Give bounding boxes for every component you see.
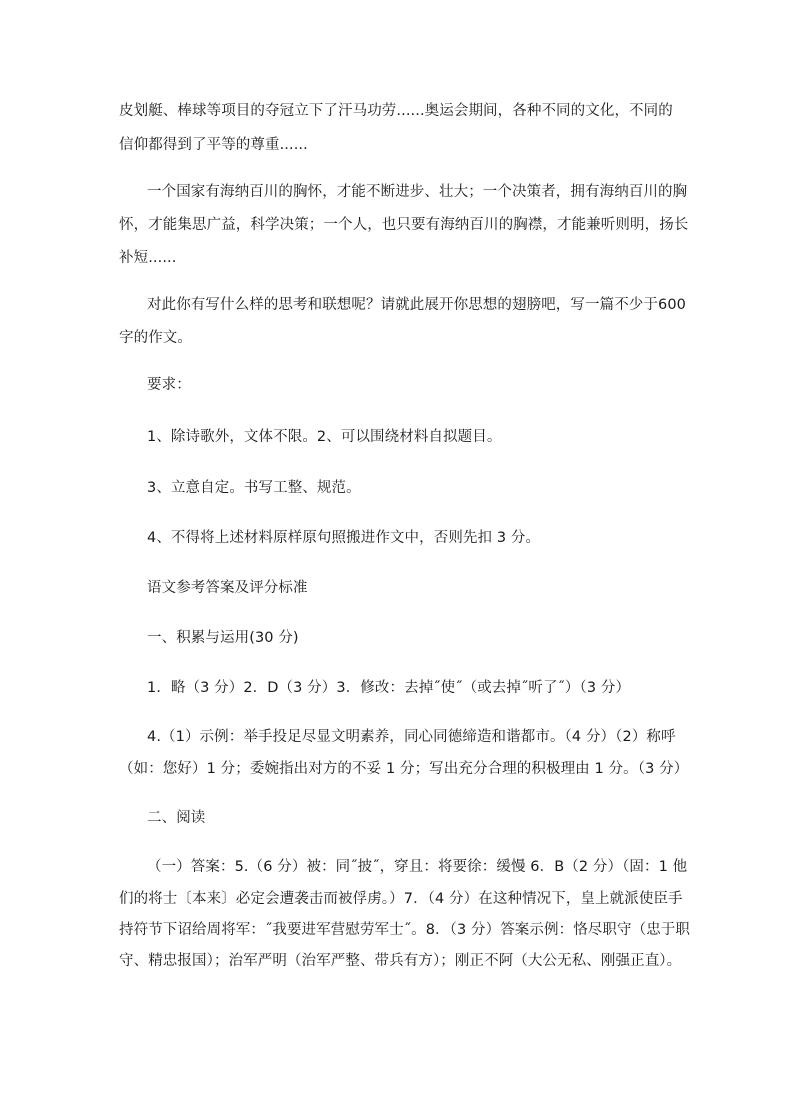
- requirement-item: 3、立意自定。书写工整、规范。: [147, 480, 361, 496]
- answer-line: 守、精忠报国）；治军严明（治军严整、带兵有方）；刚正不阿（大公无私、刚强正直）。: [119, 953, 682, 969]
- answer-line: 持符节下诏给周将军：˝我要进军营慰劳军士˝。8．（3 分）答案示例：恪尽职守（忠于职: [119, 922, 691, 938]
- answer-line: （一）答案：5.（6 分）被：同˝披˝，穿且：将要徐：缓慢 6．B（2 分）（固：1 他: [147, 859, 688, 875]
- section-heading: 一、积累与运用(30 分): [147, 630, 299, 646]
- requirements-heading: 要求：: [147, 377, 191, 393]
- paragraph-line: 补短......: [119, 250, 177, 266]
- paragraph-line: 字的作文。: [119, 330, 192, 346]
- answer-line: （如：您好）1 分；委婉指出对方的不妥 1 分；写出充分合理的积极理由 1 分。（3 分）: [119, 761, 689, 777]
- section-heading: 二、阅读: [147, 810, 206, 826]
- answer-key-title: 语文参考答案及评分标准: [147, 580, 308, 596]
- requirement-item: 1、除诗歌外，文体不限。2、可以围绕材料自拟题目。: [147, 429, 502, 445]
- paragraph-line: 一个国家有海纳百川的胸怀，才能不断进步、壮大；一个决策者，拥有海纳百川的胸: [147, 184, 688, 200]
- answer-line: 4.（1）示例：举手投足尽显文明素养，同心同德缔造和谐都市。（4 分）（2）称呼: [147, 729, 676, 745]
- requirement-item: 4、不得将上述材料原样原句照搬进作文中，否则先扣 3 分。: [147, 530, 541, 546]
- answer-line: 们的将士〔本来〕必定会遭袭击而被俘虏。）7．（4 分）在这种情况下，皇上就派使臣手: [119, 891, 683, 907]
- paragraph-line: 对此你有写什么样的思考和联想呢？请就此展开你思想的翅膀吧，写一篇不少于600: [147, 297, 686, 313]
- paragraph-line: 信仰都得到了平等的尊重......: [119, 137, 308, 153]
- paragraph-line: 皮划艇、棒球等项目的夺冠立下了汗马功劳......奥运会期间，各种不同的文化，不同的: [119, 103, 673, 119]
- answer-line: 1．略（3 分）2．D（3 分）3．修改：去掉˝使˝（或去掉˝听了˝）（3 分）: [147, 680, 631, 696]
- paragraph-line: 怀，才能集思广益，科学决策；一个人，也只要有海纳百川的胸襟，才能兼听则明，扬长: [119, 217, 689, 233]
